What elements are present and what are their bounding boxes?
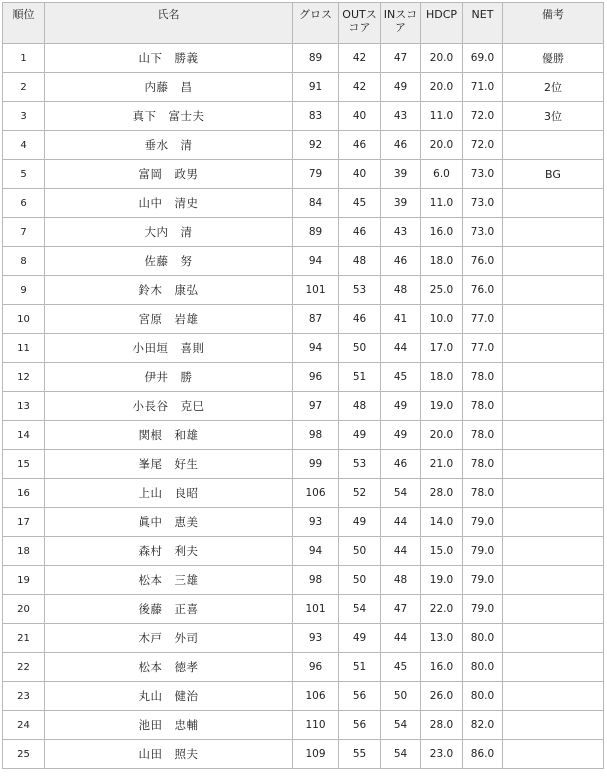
- in-score-cell: 54: [381, 479, 421, 508]
- gross-cell: 106: [293, 682, 339, 711]
- name-cell: 木戸 外司: [45, 624, 293, 653]
- net-cell: 79.0: [463, 508, 503, 537]
- name-cell: 上山 良昭: [45, 479, 293, 508]
- net-cell: 78.0: [463, 479, 503, 508]
- net-cell: 80.0: [463, 682, 503, 711]
- out-score-cell: 40: [339, 102, 381, 131]
- gross-cell: 84: [293, 189, 339, 218]
- header-out: OUTスコア: [339, 3, 381, 44]
- rank-cell: 16: [3, 479, 45, 508]
- table-row: [3, 537, 604, 566]
- rank-cell: 17: [3, 508, 45, 537]
- header-in: INスコア: [381, 3, 421, 44]
- results-table: [2, 2, 604, 769]
- in-score-cell: 44: [381, 624, 421, 653]
- rank-cell: 19: [3, 566, 45, 595]
- gross-cell: 98: [293, 421, 339, 450]
- note-cell: [503, 624, 604, 653]
- name-cell: 山中 清史: [45, 189, 293, 218]
- hdcp-cell: 19.0: [421, 392, 463, 421]
- name-cell: 宮原 岩雄: [45, 305, 293, 334]
- rank-cell: 11: [3, 334, 45, 363]
- gross-cell: 110: [293, 711, 339, 740]
- hdcp-cell: 18.0: [421, 363, 463, 392]
- rank-cell: 4: [3, 131, 45, 160]
- in-score-cell: 48: [381, 566, 421, 595]
- table-header: [3, 3, 604, 44]
- name-cell: 森村 利夫: [45, 537, 293, 566]
- hdcp-cell: 20.0: [421, 131, 463, 160]
- name-cell: 丸山 健治: [45, 682, 293, 711]
- out-score-cell: 56: [339, 682, 381, 711]
- gross-cell: 109: [293, 740, 339, 769]
- rank-cell: 22: [3, 653, 45, 682]
- table-body: [3, 44, 604, 769]
- name-cell: 鈴木 康弘: [45, 276, 293, 305]
- rank-cell: 23: [3, 682, 45, 711]
- note-cell: [503, 305, 604, 334]
- name-cell: 後藤 正喜: [45, 595, 293, 624]
- name-cell: 内藤 昌: [45, 73, 293, 102]
- in-score-cell: 47: [381, 595, 421, 624]
- hdcp-cell: 11.0: [421, 102, 463, 131]
- out-score-cell: 48: [339, 247, 381, 276]
- net-cell: 69.0: [463, 44, 503, 73]
- net-cell: 76.0: [463, 247, 503, 276]
- rank-cell: 9: [3, 276, 45, 305]
- rank-cell: 13: [3, 392, 45, 421]
- hdcp-cell: 16.0: [421, 653, 463, 682]
- out-score-cell: 49: [339, 508, 381, 537]
- name-cell: 富岡 政男: [45, 160, 293, 189]
- gross-cell: 91: [293, 73, 339, 102]
- in-score-cell: 49: [381, 73, 421, 102]
- gross-cell: 106: [293, 479, 339, 508]
- net-cell: 79.0: [463, 595, 503, 624]
- table-row: [3, 624, 604, 653]
- net-cell: 78.0: [463, 392, 503, 421]
- gross-cell: 93: [293, 624, 339, 653]
- in-score-cell: 48: [381, 276, 421, 305]
- name-cell: 小長谷 克巳: [45, 392, 293, 421]
- table-row: [3, 392, 604, 421]
- header-net: NET: [463, 3, 503, 44]
- table-row: [3, 218, 604, 247]
- note-cell: [503, 247, 604, 276]
- name-cell: 峯尾 好生: [45, 450, 293, 479]
- table-row: [3, 711, 604, 740]
- out-score-cell: 53: [339, 450, 381, 479]
- gross-cell: 94: [293, 247, 339, 276]
- rank-cell: 14: [3, 421, 45, 450]
- note-cell: [503, 711, 604, 740]
- out-score-cell: 51: [339, 653, 381, 682]
- net-cell: 78.0: [463, 421, 503, 450]
- hdcp-cell: 13.0: [421, 624, 463, 653]
- note-cell: 優勝: [503, 44, 604, 73]
- out-score-cell: 54: [339, 595, 381, 624]
- in-score-cell: 41: [381, 305, 421, 334]
- rank-cell: 7: [3, 218, 45, 247]
- net-cell: 79.0: [463, 537, 503, 566]
- hdcp-cell: 28.0: [421, 479, 463, 508]
- in-score-cell: 39: [381, 189, 421, 218]
- out-score-cell: 46: [339, 218, 381, 247]
- name-cell: 佐藤 努: [45, 247, 293, 276]
- in-score-cell: 46: [381, 247, 421, 276]
- hdcp-cell: 10.0: [421, 305, 463, 334]
- rank-cell: 24: [3, 711, 45, 740]
- net-cell: 79.0: [463, 566, 503, 595]
- name-cell: 伊井 勝: [45, 363, 293, 392]
- hdcp-cell: 28.0: [421, 711, 463, 740]
- table-row: [3, 73, 604, 102]
- net-cell: 73.0: [463, 189, 503, 218]
- name-cell: 池田 忠輔: [45, 711, 293, 740]
- note-cell: [503, 566, 604, 595]
- gross-cell: 93: [293, 508, 339, 537]
- in-score-cell: 50: [381, 682, 421, 711]
- out-score-cell: 53: [339, 276, 381, 305]
- out-score-cell: 45: [339, 189, 381, 218]
- gross-cell: 89: [293, 44, 339, 73]
- note-cell: [503, 479, 604, 508]
- name-cell: 垂水 清: [45, 131, 293, 160]
- gross-cell: 96: [293, 653, 339, 682]
- header-hdcp: HDCP: [421, 3, 463, 44]
- out-score-cell: 56: [339, 711, 381, 740]
- table-row: [3, 682, 604, 711]
- note-cell: [503, 740, 604, 769]
- note-cell: [503, 189, 604, 218]
- note-cell: [503, 276, 604, 305]
- rank-cell: 8: [3, 247, 45, 276]
- table-row: [3, 305, 604, 334]
- name-cell: 真下 富士夫: [45, 102, 293, 131]
- out-score-cell: 51: [339, 363, 381, 392]
- net-cell: 80.0: [463, 653, 503, 682]
- note-cell: [503, 450, 604, 479]
- in-score-cell: 46: [381, 450, 421, 479]
- out-score-cell: 50: [339, 566, 381, 595]
- table-row: [3, 247, 604, 276]
- table-row: [3, 276, 604, 305]
- in-score-cell: 44: [381, 334, 421, 363]
- table-row: [3, 566, 604, 595]
- table-row: [3, 334, 604, 363]
- hdcp-cell: 26.0: [421, 682, 463, 711]
- net-cell: 80.0: [463, 624, 503, 653]
- out-score-cell: 46: [339, 131, 381, 160]
- gross-cell: 87: [293, 305, 339, 334]
- out-score-cell: 50: [339, 334, 381, 363]
- hdcp-cell: 11.0: [421, 189, 463, 218]
- net-cell: 72.0: [463, 102, 503, 131]
- note-cell: [503, 595, 604, 624]
- rank-cell: 10: [3, 305, 45, 334]
- rank-cell: 21: [3, 624, 45, 653]
- hdcp-cell: 18.0: [421, 247, 463, 276]
- hdcp-cell: 20.0: [421, 421, 463, 450]
- header-rank: 順位: [3, 3, 45, 44]
- hdcp-cell: 15.0: [421, 537, 463, 566]
- gross-cell: 94: [293, 537, 339, 566]
- in-score-cell: 44: [381, 537, 421, 566]
- table-row: [3, 131, 604, 160]
- name-cell: 小田垣 喜則: [45, 334, 293, 363]
- out-score-cell: 40: [339, 160, 381, 189]
- in-score-cell: 54: [381, 740, 421, 769]
- header-gross: グロス: [293, 3, 339, 44]
- note-cell: [503, 218, 604, 247]
- note-cell: 2位: [503, 73, 604, 102]
- gross-cell: 83: [293, 102, 339, 131]
- gross-cell: 101: [293, 276, 339, 305]
- net-cell: 71.0: [463, 73, 503, 102]
- note-cell: BG: [503, 160, 604, 189]
- in-score-cell: 54: [381, 711, 421, 740]
- net-cell: 77.0: [463, 334, 503, 363]
- out-score-cell: 49: [339, 421, 381, 450]
- net-cell: 86.0: [463, 740, 503, 769]
- out-score-cell: 49: [339, 624, 381, 653]
- in-score-cell: 39: [381, 160, 421, 189]
- name-cell: 関根 和雄: [45, 421, 293, 450]
- rank-cell: 5: [3, 160, 45, 189]
- out-score-cell: 50: [339, 537, 381, 566]
- rank-cell: 15: [3, 450, 45, 479]
- rank-cell: 12: [3, 363, 45, 392]
- net-cell: 78.0: [463, 363, 503, 392]
- gross-cell: 79: [293, 160, 339, 189]
- gross-cell: 98: [293, 566, 339, 595]
- out-score-cell: 55: [339, 740, 381, 769]
- out-score-cell: 48: [339, 392, 381, 421]
- note-cell: [503, 537, 604, 566]
- hdcp-cell: 19.0: [421, 566, 463, 595]
- hdcp-cell: 25.0: [421, 276, 463, 305]
- hdcp-cell: 20.0: [421, 44, 463, 73]
- name-cell: 山田 照夫: [45, 740, 293, 769]
- in-score-cell: 45: [381, 363, 421, 392]
- hdcp-cell: 21.0: [421, 450, 463, 479]
- out-score-cell: 52: [339, 479, 381, 508]
- hdcp-cell: 16.0: [421, 218, 463, 247]
- in-score-cell: 49: [381, 392, 421, 421]
- header-row: [3, 3, 604, 44]
- out-score-cell: 46: [339, 305, 381, 334]
- table-row: [3, 595, 604, 624]
- note-cell: 3位: [503, 102, 604, 131]
- in-score-cell: 43: [381, 102, 421, 131]
- gross-cell: 96: [293, 363, 339, 392]
- net-cell: 78.0: [463, 450, 503, 479]
- gross-cell: 97: [293, 392, 339, 421]
- net-cell: 72.0: [463, 131, 503, 160]
- gross-cell: 92: [293, 131, 339, 160]
- name-cell: 山下 勝義: [45, 44, 293, 73]
- hdcp-cell: 23.0: [421, 740, 463, 769]
- net-cell: 82.0: [463, 711, 503, 740]
- rank-cell: 3: [3, 102, 45, 131]
- name-cell: 松本 徳孝: [45, 653, 293, 682]
- table-row: [3, 450, 604, 479]
- hdcp-cell: 17.0: [421, 334, 463, 363]
- table-row: [3, 508, 604, 537]
- hdcp-cell: 22.0: [421, 595, 463, 624]
- gross-cell: 99: [293, 450, 339, 479]
- rank-cell: 1: [3, 44, 45, 73]
- header-note: 備考: [503, 3, 604, 44]
- rank-cell: 25: [3, 740, 45, 769]
- net-cell: 73.0: [463, 218, 503, 247]
- note-cell: [503, 653, 604, 682]
- hdcp-cell: 6.0: [421, 160, 463, 189]
- rank-cell: 2: [3, 73, 45, 102]
- out-score-cell: 42: [339, 73, 381, 102]
- name-cell: 眞中 恵美: [45, 508, 293, 537]
- in-score-cell: 43: [381, 218, 421, 247]
- table-row: [3, 740, 604, 769]
- in-score-cell: 47: [381, 44, 421, 73]
- table-row: [3, 653, 604, 682]
- table-row: [3, 421, 604, 450]
- net-cell: 76.0: [463, 276, 503, 305]
- gross-cell: 101: [293, 595, 339, 624]
- rank-cell: 20: [3, 595, 45, 624]
- net-cell: 73.0: [463, 160, 503, 189]
- note-cell: [503, 682, 604, 711]
- rank-cell: 6: [3, 189, 45, 218]
- table-row: [3, 102, 604, 131]
- table-row: [3, 160, 604, 189]
- hdcp-cell: 14.0: [421, 508, 463, 537]
- gross-cell: 94: [293, 334, 339, 363]
- note-cell: [503, 392, 604, 421]
- hdcp-cell: 20.0: [421, 73, 463, 102]
- in-score-cell: 45: [381, 653, 421, 682]
- out-score-cell: 42: [339, 44, 381, 73]
- in-score-cell: 46: [381, 131, 421, 160]
- table-row: [3, 363, 604, 392]
- note-cell: [503, 421, 604, 450]
- table-row: [3, 189, 604, 218]
- in-score-cell: 44: [381, 508, 421, 537]
- rank-cell: 18: [3, 537, 45, 566]
- gross-cell: 89: [293, 218, 339, 247]
- name-cell: 松本 三雄: [45, 566, 293, 595]
- header-name: 氏名: [45, 3, 293, 44]
- note-cell: [503, 131, 604, 160]
- note-cell: [503, 508, 604, 537]
- note-cell: [503, 363, 604, 392]
- in-score-cell: 49: [381, 421, 421, 450]
- table-row: [3, 44, 604, 73]
- name-cell: 大内 清: [45, 218, 293, 247]
- net-cell: 77.0: [463, 305, 503, 334]
- note-cell: [503, 334, 604, 363]
- table-row: [3, 479, 604, 508]
